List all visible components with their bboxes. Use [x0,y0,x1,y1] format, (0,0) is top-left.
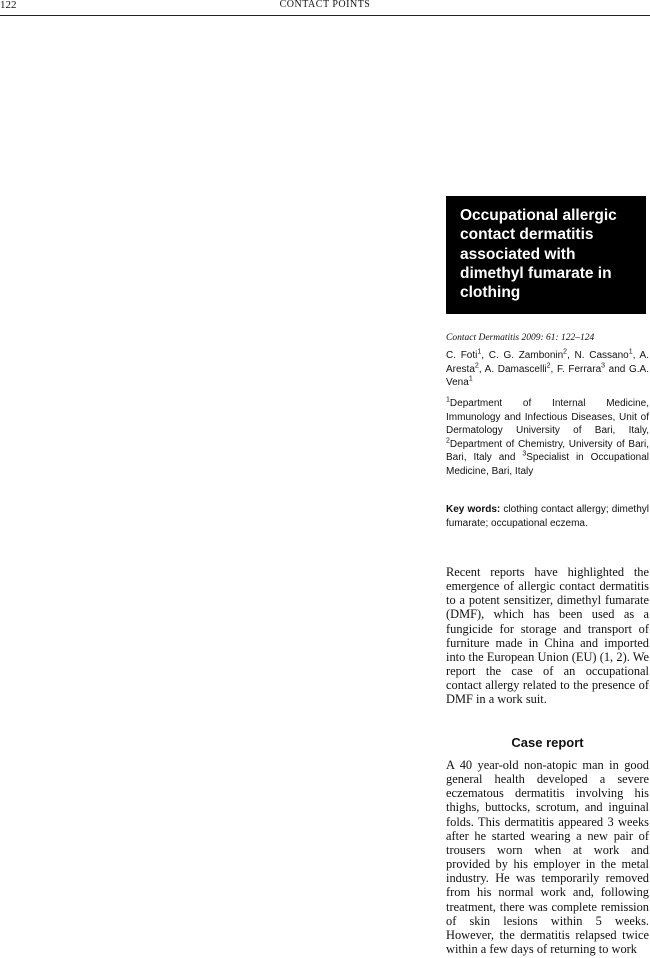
case-report-paragraph: A 40 year-old non-atopic man in good general health developed a severe eczematous dermatitis involving his thighs, buttocks, scrotum, and inguinal folds. This dermatitis appeared 3 weeks after he started wearing a new pair of trousers worn when at work and provided by his employer in the metal industry. He was temporarily removed from his normal work and, following treatment, there was complete remission of skin lesions within 5 weeks. However, the dermatitis relapsed twice within a few days of returning to work [446,758,649,957]
article-title: Occupational allergic contact dermatitis associated with dimethyl fumarate in clothing [446,196,646,314]
intro-paragraph: Recent reports have highlighted the emergence of allergic contact dermatitis to a potent sensitizer, dimethyl fumarate (DMF), which has been used as a fungicide for storage and transport of furniture made in China and imported into the European Union (EU) (1, 2). We report the case of an occupational contact allergy related to the presence of DMF in a work suit. [446,565,649,707]
case-report-heading: Case report [511,735,584,750]
section-title: CONTACT POINTS [279,0,371,10]
author-list: C. Foti$^1$, C. G. Zambonin$^2$, N. Cassano$^1$, A. Aresta$^2$, A. Damascelli$^2$, F. Ferrara$^3$ and G.A. Vena$^1$ [446,348,649,388]
keywords-label: Key words: [446,504,501,515]
affiliations: $^1$Department of Internal Medicine, Immunology and Infectious Diseases, Unit of Dermatology University of Bari, Italy, $^2$Department of Chemistry, University of Bari, Bari, Italy and $^3$Specialist in Occupational Medicine, Bari, Italy [446,396,650,477]
keywords-list: clothing contact allergy; dimethyl fumarate; occupational eczema. [446,504,649,529]
keywords [446,503,649,530]
journal-citation: Contact Dermatitis 2009: 61: 122–124 [446,333,595,343]
page-number: 122 [0,0,17,11]
running-header [0,0,650,16]
